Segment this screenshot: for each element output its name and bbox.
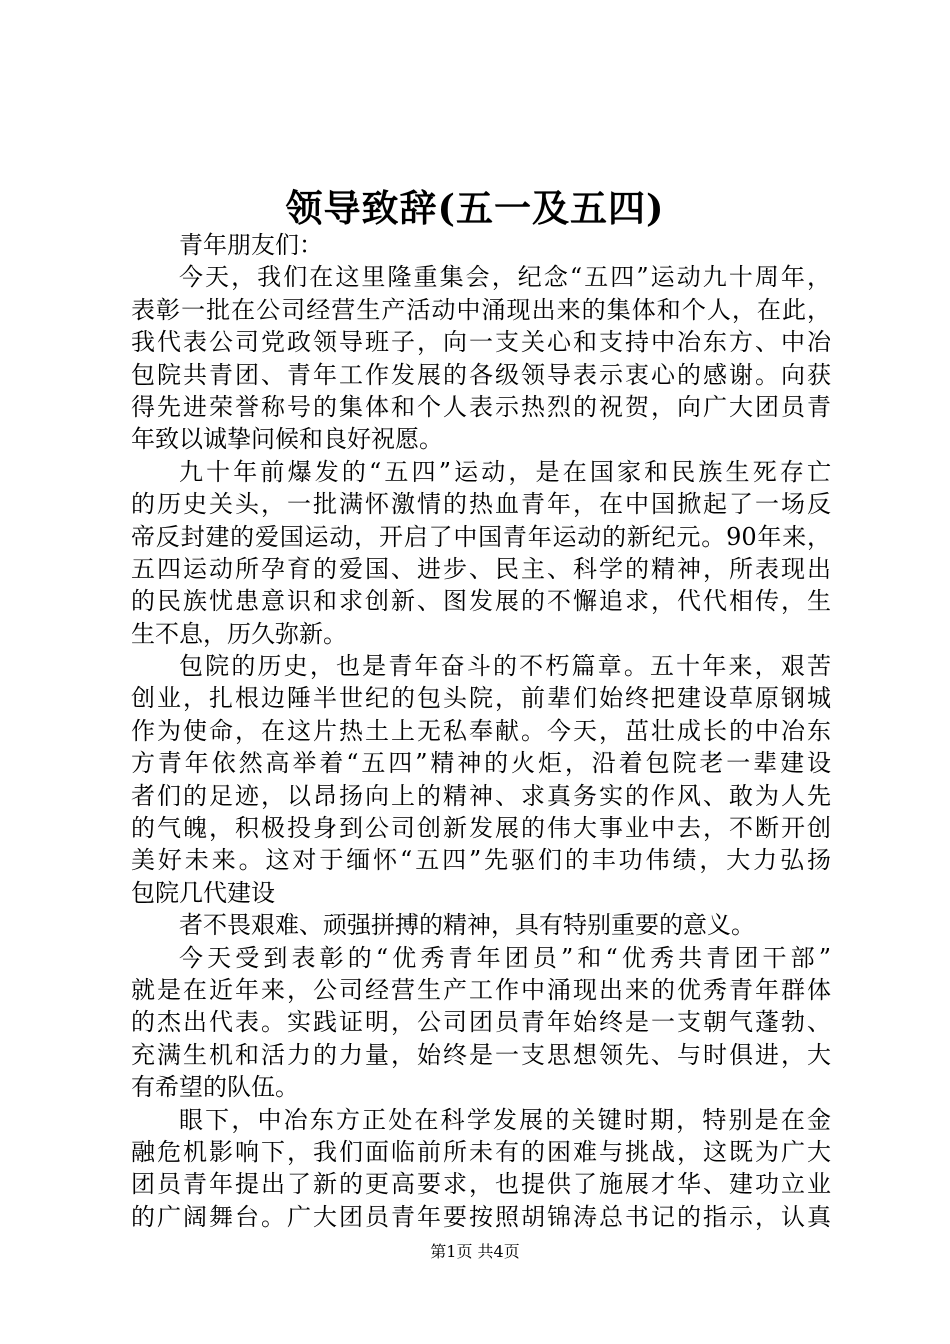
text-line: 充满生机和活力的力量，始终是一支思想领先、与时俱进，大 xyxy=(131,1040,831,1069)
text-line: 九十年前爆发的“五四”运动，是在国家和民族生死存亡 xyxy=(179,457,831,486)
text-line: 今天，我们在这里隆重集会，纪念“五四”运动九十周年， xyxy=(179,263,831,292)
text-line: 的广阔舞台。广大团员青年要按照胡锦涛总书记的指示，认真 xyxy=(131,1202,831,1231)
page-footer: 第1页 共4页 xyxy=(430,1242,520,1261)
text-line: 年致以诚挚问候和良好祝愿。 xyxy=(131,425,443,454)
text-line: 融危机影响下，我们面临前所未有的困难与挑战，这既为广大 xyxy=(131,1137,831,1166)
text-line: 就是在近年来，公司经营生产工作中涌现出来的优秀青年群体 xyxy=(131,975,831,1004)
text-line: 五四运动所孕育的爱国、进步、民主、科学的精神，所表现出 xyxy=(131,554,831,583)
document-body xyxy=(131,229,831,1233)
text-line: 的气魄，积极投身到公司创新发展的伟大事业中去，不断开创 xyxy=(131,814,831,843)
text-line: 团员青年提出了新的更高要求，也提供了施展才华、建功立业 xyxy=(131,1170,831,1199)
text-line: 者们的足迹，以昂扬向上的精神、求真务实的作风、敢为人先 xyxy=(131,781,831,810)
text-line: 的民族忧患意识和求创新、图发展的不懈追求，代代相传，生 xyxy=(131,587,831,616)
text-line: 表彰一批在公司经营生产活动中涌现出来的集体和个人，在此， xyxy=(131,295,831,324)
text-line: 生不息，历久弥新。 xyxy=(131,619,347,648)
text-line: 的历史关头，一批满怀激情的热血青年，在中国掀起了一场反 xyxy=(131,490,831,519)
document-title: 领导致辞(五一及五四) xyxy=(285,186,665,230)
text-line: 包院几代建设 xyxy=(131,878,275,907)
text-line: 者不畏艰难、顽强拼搏的精神，具有特别重要的意义。 xyxy=(179,911,755,940)
text-line: 包院的历史，也是青年奋斗的不朽篇章。五十年来，艰苦 xyxy=(179,652,831,681)
salutation: 青年朋友们： xyxy=(179,231,323,259)
text-line: 作为使命，在这片热土上无私奉献。今天，茁壮成长的中冶东 xyxy=(131,716,831,745)
text-line: 有希望的队伍。 xyxy=(131,1073,299,1102)
text-line: 美好未来。这对于缅怀“五四”先驱们的丰功伟绩，大力弘扬 xyxy=(131,846,831,875)
text-line: 帝反封建的爱国运动，开启了中国青年运动的新纪元。90年来， xyxy=(131,522,831,551)
text-line: 得先进荣誉称号的集体和个人表示热烈的祝贺，向广大团员青 xyxy=(131,392,831,421)
text-line: 包院共青团、青年工作发展的各级领导表示衷心的感谢。向获 xyxy=(131,360,831,389)
text-line: 创业，扎根边陲半世纪的包头院，前辈们始终把建设草原钢城 xyxy=(131,684,831,713)
text-line: 我代表公司党政领导班子，向一支关心和支持中冶东方、中冶 xyxy=(131,328,831,357)
text-line: 今天受到表彰的“优秀青年团员”和“优秀共青团干部” xyxy=(179,943,831,972)
text-line: 眼下，中冶东方正处在科学发展的关键时期，特别是在金 xyxy=(179,1105,831,1134)
text-line: 方青年依然高举着“五四”精神的火炬，沿着包院老一辈建设 xyxy=(131,749,831,778)
text-line: 的杰出代表。实践证明，公司团员青年始终是一支朝气蓬勃、 xyxy=(131,1008,831,1037)
